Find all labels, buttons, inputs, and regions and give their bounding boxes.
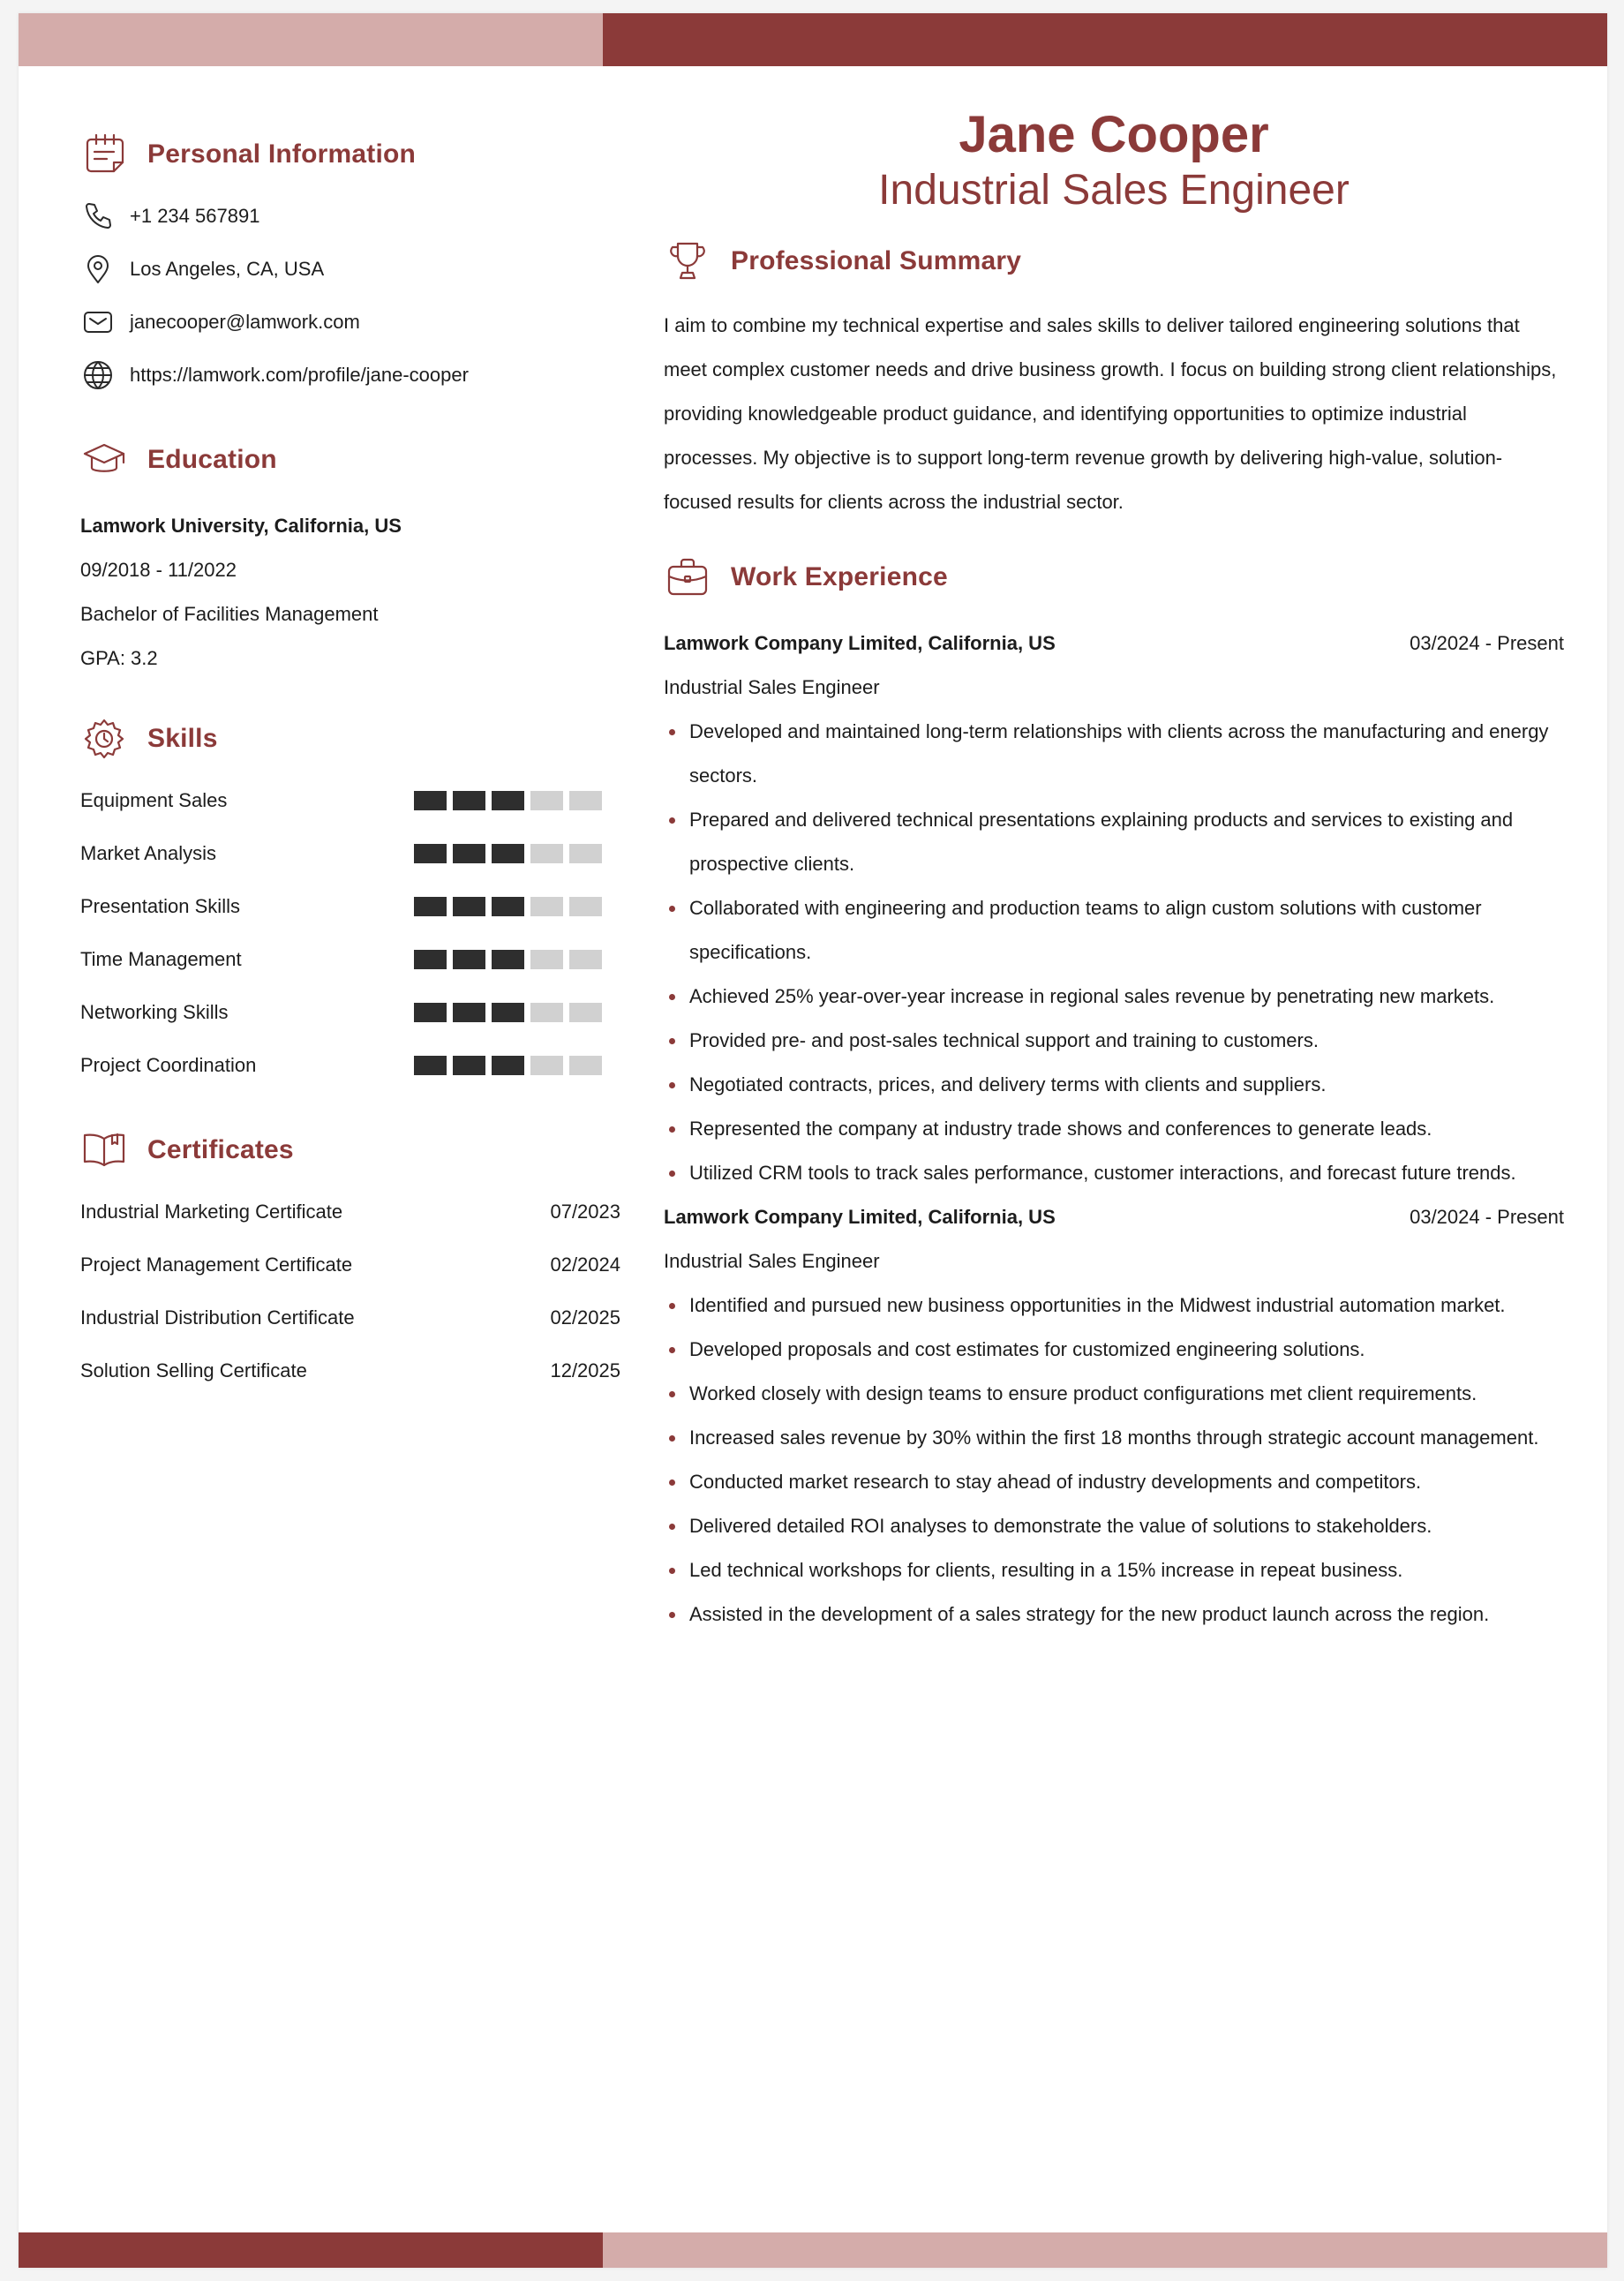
- skill-segment-filled: [453, 950, 485, 969]
- section-title: Personal Information: [147, 139, 417, 169]
- job-bullet: Prepared and delivered technical presentations explaining products and services to existing and prospective clients.: [664, 798, 1564, 886]
- job-entry: [664, 1195, 1564, 1637]
- skill-segment-empty: [569, 791, 602, 810]
- skill-segment-filled: [414, 950, 447, 969]
- skill-segment-empty: [530, 791, 563, 810]
- skill-segment-empty: [569, 950, 602, 969]
- skill-row: [80, 933, 620, 986]
- trophy-icon: [664, 235, 717, 288]
- job-bullet: Provided pre- and post-sales technical support and training to customers.: [664, 1019, 1564, 1063]
- top-band-dark: [603, 13, 1607, 66]
- contact-website: [80, 349, 620, 402]
- section-title: Certificates: [147, 1135, 294, 1164]
- job-bullet: Led technical workshops for clients, resulting in a 15% increase in repeat business.: [664, 1548, 1564, 1592]
- phone-icon: [80, 199, 116, 234]
- certificates-list: [80, 1186, 620, 1397]
- job-position: Industrial Sales Engineer: [664, 676, 880, 698]
- skill-segment-filled: [453, 844, 485, 863]
- education-degree: Bachelor of Facilities Management: [80, 603, 379, 625]
- certificate-date: 02/2024: [550, 1253, 620, 1276]
- left-column: [80, 128, 620, 1397]
- gear-icon: [80, 712, 133, 765]
- skill-level-meter: [414, 791, 602, 810]
- skill-segment-filled: [453, 897, 485, 916]
- skill-segment-empty: [569, 1003, 602, 1022]
- education-dates: 09/2018 - 11/2022: [80, 559, 237, 581]
- skill-segment-empty: [569, 844, 602, 863]
- certificate-name: Solution Selling Certificate: [80, 1359, 307, 1381]
- section-title: Education: [147, 445, 277, 474]
- skill-segment-empty: [530, 897, 563, 916]
- mail-icon: [80, 305, 116, 340]
- resume-page: [19, 13, 1607, 2268]
- certificate-name: Industrial Distribution Certificate: [80, 1306, 355, 1329]
- candidate-role: Industrial Sales Engineer: [878, 167, 1350, 214]
- globe-icon: [80, 358, 116, 393]
- skill-segment-empty: [569, 897, 602, 916]
- job-bullet: Achieved 25% year-over-year increase in regional sales revenue by penetrating new markets.: [664, 975, 1564, 1019]
- location-pin-icon: [80, 252, 116, 287]
- summary-text: I aim to combine my technical expertise and sales skills to deliver tailored engineering solutions that meet complex customer needs and drive business growth. I focus on building strong client relationships, providing knowledgeable product guidance, and identifying opportunities to optimize industrial processes. My objective is to support long-term revenue growth by delivering high-value, solution-focused results for clients across the industrial sector.: [664, 314, 1557, 513]
- summary-header: [664, 235, 1564, 288]
- job-bullet: Collaborated with engineering and production teams to align custom solutions with customer specifications.: [664, 886, 1564, 975]
- job-company: Lamwork Company Limited, California, US: [664, 632, 1056, 654]
- certificate-row: [80, 1291, 620, 1344]
- education-gpa: GPA: 3.2: [80, 647, 158, 669]
- certificate-date: 02/2025: [550, 1306, 620, 1329]
- skill-level-meter: [414, 950, 602, 969]
- skill-segment-filled: [492, 1056, 524, 1075]
- skill-segment-empty: [530, 1056, 563, 1075]
- education-header: [80, 433, 620, 486]
- right-column: [664, 106, 1564, 1637]
- job-bullets: [664, 1284, 1564, 1637]
- candidate-name: Jane Cooper: [959, 106, 1269, 163]
- job-bullet: Delivered detailed ROI analyses to demonstrate the value of solutions to stakeholders.: [664, 1504, 1564, 1548]
- section-title: Professional Summary: [731, 246, 1022, 275]
- section-title: Skills: [147, 724, 218, 753]
- graduation-cap-icon: [80, 433, 133, 486]
- education-school: Lamwork University, California, US: [80, 515, 402, 537]
- skill-segment-filled: [414, 791, 447, 810]
- skill-segment-empty: [530, 950, 563, 969]
- job-dates: 03/2024 - Present: [1410, 632, 1564, 654]
- job-bullet: Conducted market research to stay ahead of industry developments and competitors.: [664, 1460, 1564, 1504]
- contact-location: [80, 243, 620, 296]
- open-book-icon: [80, 1124, 133, 1177]
- skill-segment-empty: [530, 1003, 563, 1022]
- skill-name: Market Analysis: [80, 842, 217, 864]
- skill-segment-empty: [530, 844, 563, 863]
- skill-segment-empty: [569, 1056, 602, 1075]
- skill-segment-filled: [414, 1003, 447, 1022]
- contact-phone: [80, 190, 620, 243]
- certificates-header: [80, 1124, 620, 1177]
- skill-row: [80, 880, 620, 933]
- skill-row: [80, 986, 620, 1039]
- job-bullet: Negotiated contracts, prices, and delivery terms with clients and suppliers.: [664, 1063, 1564, 1107]
- job-bullet: Assisted in the development of a sales strategy for the new product launch across the region.: [664, 1592, 1564, 1637]
- skill-level-meter: [414, 1056, 602, 1075]
- skill-segment-filled: [453, 791, 485, 810]
- email-link[interactable]: janecooper@lamwork.com: [130, 311, 360, 333]
- job-bullet: Developed and maintained long-term relationships with clients across the manufacturing and energy sectors.: [664, 710, 1564, 798]
- skill-segment-filled: [492, 950, 524, 969]
- contact-email: [80, 296, 620, 349]
- job-bullet: Developed proposals and cost estimates for customized engineering solutions.: [664, 1328, 1564, 1372]
- skill-row: [80, 774, 620, 827]
- job-header: [664, 621, 1564, 666]
- skill-name: Equipment Sales: [80, 789, 228, 811]
- job-position: Industrial Sales Engineer: [664, 1250, 880, 1272]
- skill-segment-filled: [453, 1056, 485, 1075]
- location-text: Los Angeles, CA, USA: [130, 258, 325, 280]
- skill-segment-filled: [492, 897, 524, 916]
- skill-level-meter: [414, 897, 602, 916]
- skill-row: [80, 827, 620, 880]
- skill-name: Project Coordination: [80, 1054, 257, 1076]
- job-entry: [664, 621, 1564, 1195]
- skill-name: Presentation Skills: [80, 895, 240, 917]
- calendar-note-icon: [80, 128, 133, 181]
- job-company: Lamwork Company Limited, California, US: [664, 1206, 1056, 1228]
- certificate-date: 12/2025: [550, 1359, 620, 1381]
- job-bullet: Represented the company at industry trade shows and conferences to generate leads.: [664, 1107, 1564, 1151]
- job-header: [664, 1195, 1564, 1239]
- experience-header: [664, 551, 1564, 604]
- certificate-row: [80, 1186, 620, 1238]
- skills-list: [80, 774, 620, 1092]
- phone-text[interactable]: +1 234 567891: [130, 205, 260, 227]
- certificate-row: [80, 1344, 620, 1397]
- job-bullets: [664, 710, 1564, 1195]
- job-bullet: Identified and pursued new business opportunities in the Midwest industrial automation market.: [664, 1284, 1564, 1328]
- jobs-list: [664, 621, 1564, 1637]
- skill-level-meter: [414, 1003, 602, 1022]
- skill-segment-filled: [492, 1003, 524, 1022]
- section-title: Work Experience: [731, 562, 948, 591]
- skill-segment-filled: [414, 1056, 447, 1075]
- job-bullet: Increased sales revenue by 30% within the first 18 months through strategic account management.: [664, 1416, 1564, 1460]
- certificate-date: 07/2023: [550, 1201, 620, 1223]
- skill-name: Time Management: [80, 948, 242, 970]
- personal-info-header: [80, 128, 620, 181]
- briefcase-icon: [664, 551, 717, 604]
- skill-level-meter: [414, 844, 602, 863]
- certificate-row: [80, 1238, 620, 1291]
- top-band-light: [19, 13, 603, 66]
- skill-row: [80, 1039, 620, 1092]
- bottom-band-light: [603, 2232, 1607, 2268]
- job-bullet: Utilized CRM tools to track sales performance, customer interactions, and forecast future trends.: [664, 1151, 1564, 1195]
- certificate-name: Project Management Certificate: [80, 1253, 353, 1276]
- skill-name: Networking Skills: [80, 1001, 229, 1023]
- skill-segment-filled: [492, 844, 524, 863]
- job-bullet: Worked closely with design teams to ensure product configurations met client requirements.: [664, 1372, 1564, 1416]
- skill-segment-filled: [492, 791, 524, 810]
- bottom-band-dark: [19, 2232, 603, 2268]
- job-dates: 03/2024 - Present: [1410, 1206, 1564, 1228]
- skills-header: [80, 712, 620, 765]
- skill-segment-filled: [414, 897, 447, 916]
- skill-segment-filled: [453, 1003, 485, 1022]
- skill-segment-filled: [414, 844, 447, 863]
- website-link[interactable]: https://lamwork.com/profile/jane-cooper: [130, 364, 469, 386]
- certificate-name: Industrial Marketing Certificate: [80, 1201, 343, 1223]
